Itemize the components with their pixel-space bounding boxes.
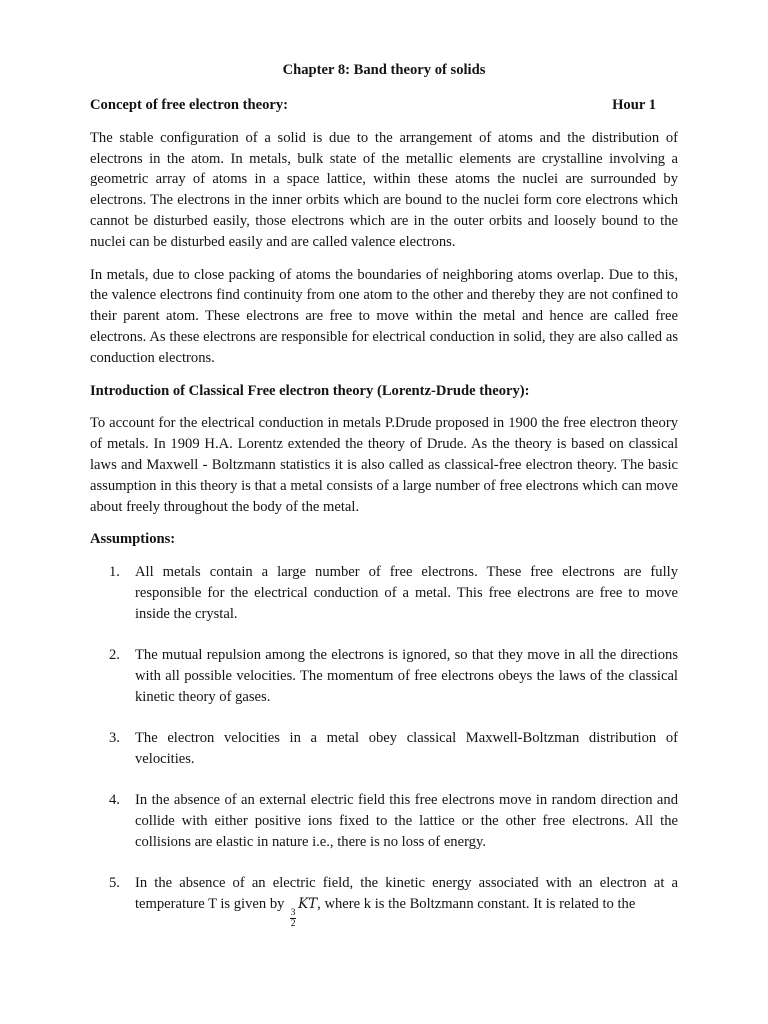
paragraph-1: The stable configuration of a solid is due to the arrangement of atoms and the distribution of electrons in the atom. In metals, bulk state of the metallic elements are crystalline involving a geometric array of atoms in a space lattice, within these atoms the nuclei are surrounded by electrons. The electrons in the inner orbits which are bound to the nuclei form core electrons which cannot be disturbed easily, those electrons which are in the outer orbits and loosely bound to the nuclei can be disturbed easily and are called valence electrons.	[90, 129, 678, 250]
list-item	[90, 728, 678, 770]
assumptions-heading: Assumptions:	[90, 531, 176, 548]
list-item-text: In the absence of an external electric field this free electrons move in random direction and collide with either positive ions fixed to the lattice or the other free electrons. All the collisions are elastic in nature i.e., there is no loss of energy.	[135, 792, 678, 850]
list-item-text-before: In the absence of an electric field, the kinetic energy associated with an electron at a temperature T is given by	[135, 874, 678, 912]
list-item-text: The mutual repulsion among the electrons is ignored, so that they move in all the directions with all possible velocities. The momentum of free electrons obeys the laws of the classical kinetic theory of gases.	[135, 647, 678, 705]
chapter-title: Chapter 8: Band theory of solids	[282, 62, 486, 78]
list-item	[90, 790, 678, 852]
list-item-number: 5.	[109, 874, 120, 891]
list-item	[90, 645, 678, 707]
hour-label: Hour 1	[612, 97, 656, 113]
list-item-number: 3.	[109, 729, 120, 746]
fraction-denominator: 2	[290, 918, 296, 929]
section-heading-row	[90, 95, 678, 116]
section-heading: Concept of free electron theory:	[90, 97, 289, 113]
list-item-text: The electron velocities in a metal obey classical Maxwell-Boltzman distribution of velocities.	[135, 729, 678, 767]
list-item-number: 1.	[109, 564, 120, 581]
kt-symbol: KT	[298, 895, 318, 912]
paragraph-2: In metals, due to close packing of atoms the boundaries of neighboring atoms overlap. Due to this, the valence electrons find continuity from one atom to the other and thereby they are not confined to their parent atom. These electrons are free to move within the metal and hence are called free electrons. As these electrons are responsible for electrical conduction in solid, they are also called as conduction electrons.	[90, 266, 678, 366]
list-item-number: 4.	[109, 792, 120, 809]
fraction-numerator: 3	[290, 907, 296, 918]
list-item-text: All metals contain a large number of free electrons. These free electrons are fully responsible for the electrical conduction of a metal. This free electrons are free to move inside the crystal.	[135, 564, 678, 622]
intro-heading: Introduction of Classical Free electron theory (Lorentz-Drude theory):	[90, 382, 530, 399]
document-page	[90, 60, 678, 949]
assumptions-list	[90, 562, 678, 929]
paragraph-3: To account for the electrical conduction in metals P.Drude proposed in 1900 the free electron theory of metals. In 1909 H.A. Lorentz extended the theory of Drude. As the theory is based on classical laws and Maxwell - Boltzmann statistics it is also called as classical-free electron theory. The basic assumption in this theory is that a metal consists of a large number of free electrons which can move about freely throughout the body of the metal.	[90, 415, 678, 515]
list-item	[90, 562, 678, 624]
list-item	[90, 873, 678, 929]
fraction-three-halves	[290, 908, 296, 929]
list-item-text-after: , where k is the Boltzmann constant. It is related to the	[317, 895, 636, 912]
list-item-number: 2.	[109, 647, 120, 664]
